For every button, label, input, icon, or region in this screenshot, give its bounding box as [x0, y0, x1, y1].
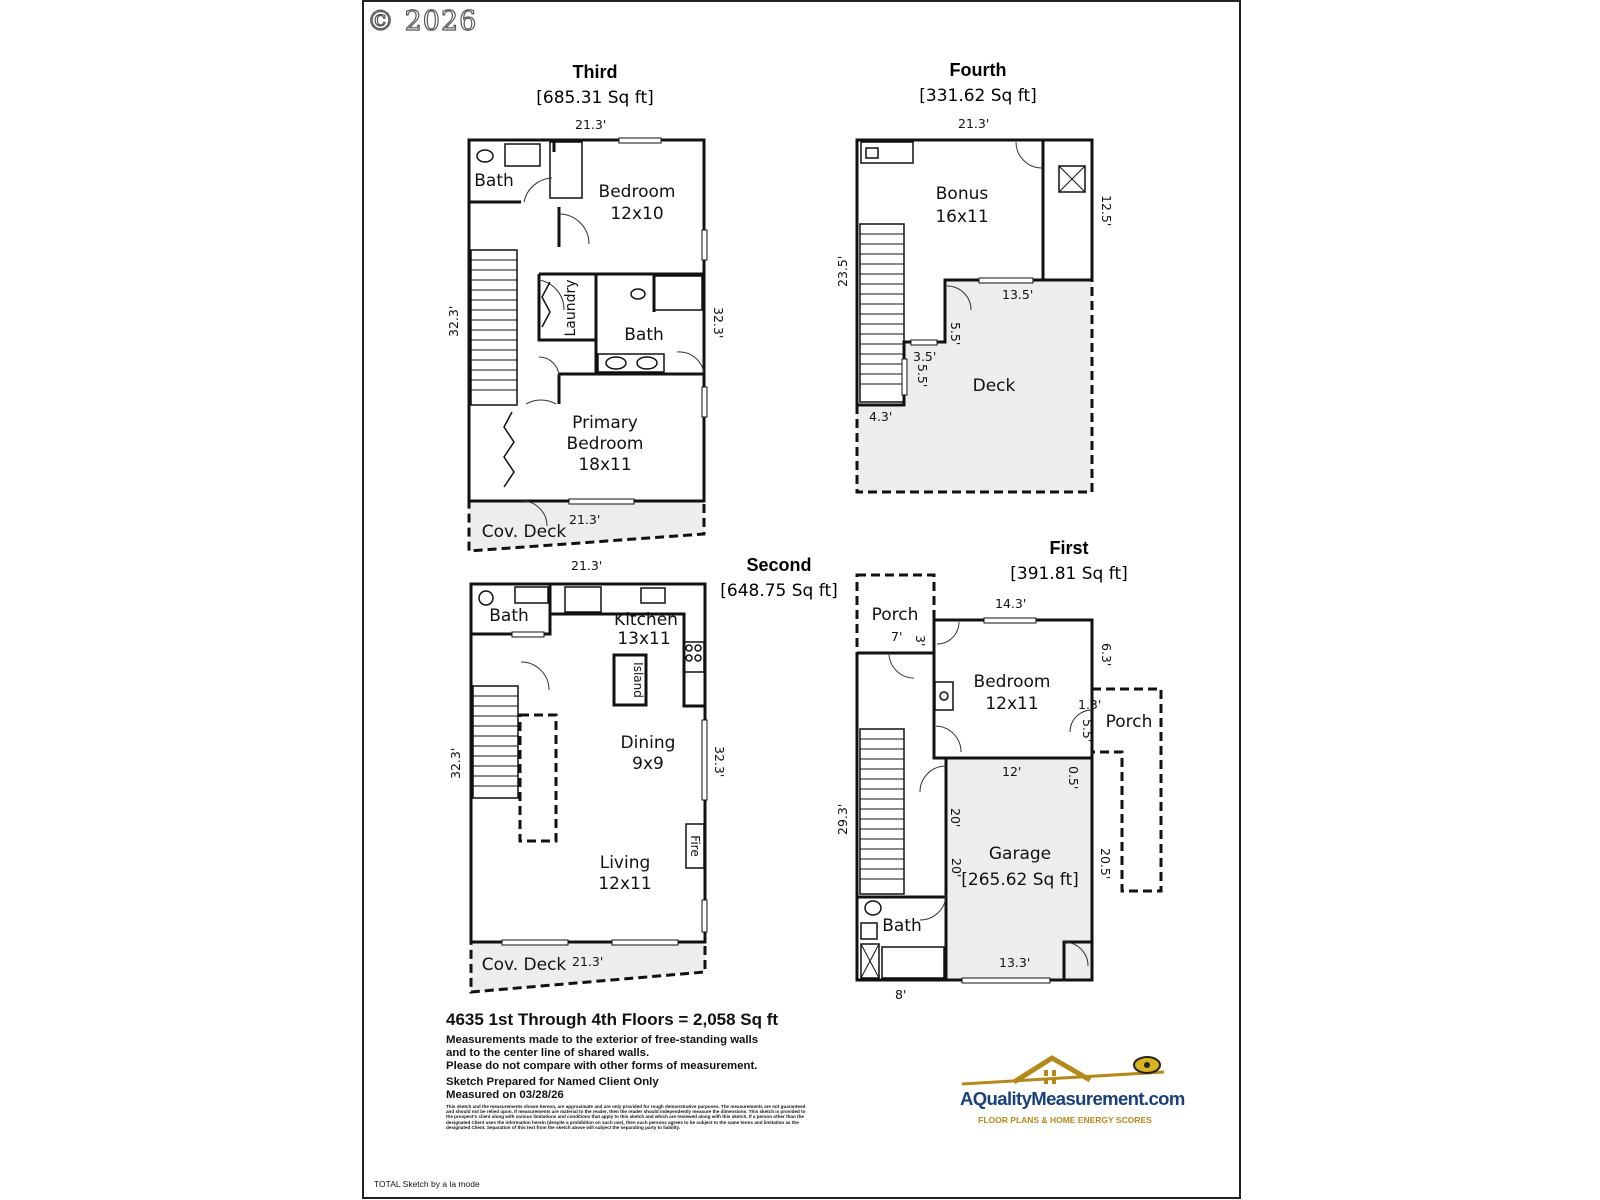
second-bath-label: Bath [489, 606, 529, 626]
third-deck-dim: 21.3' [569, 512, 601, 527]
first-dim-8: 8' [895, 987, 907, 1002]
fourth-floor-title: Fourth [949, 60, 1007, 80]
second-deck-label: Cov. Deck [481, 955, 567, 975]
third-primary-label-1: Primary [572, 413, 638, 433]
third-top-dim: 21.3' [575, 117, 607, 132]
third-primary-size: 18x11 [578, 455, 632, 475]
fourth-dim-5-5b: 5.5' [915, 364, 930, 388]
total-area: 4635 1st Through 4th Floors = 2,058 Sq ft [446, 1010, 779, 1029]
third-right-dim: 32.3' [711, 307, 726, 339]
second-right-dim: 32.3' [712, 746, 727, 778]
first-dim-12: 12' [1002, 764, 1022, 779]
second-deck-dim: 21.3' [572, 954, 604, 969]
fourth-bonus-size: 16x11 [935, 207, 989, 227]
second-kitchen-label: Kitchen [614, 610, 678, 630]
second-floor-area: [648.75 Sq ft] [720, 581, 838, 601]
second-living-label: Living [599, 853, 651, 873]
first-dim-5-5: 5.5' [1080, 719, 1095, 743]
note-line-2: and to the center line of shared walls. [446, 1047, 650, 1059]
measurement-notes [446, 1010, 886, 1130]
company-logo [962, 1057, 1164, 1084]
first-floor-title: First [1049, 538, 1089, 558]
third-bath2-label: Bath [624, 325, 664, 345]
third-bedroom-label: Bedroom [598, 182, 676, 202]
fourth-deck-label: Deck [972, 376, 1016, 396]
fireplace-label: Fire [688, 835, 702, 857]
fourth-dim-5-5a: 5.5' [948, 322, 963, 346]
logo-tagline: FLOOR PLANS & HOME ENERGY SCORES [978, 1115, 1152, 1125]
third-primary-label-2: Bedroom [566, 434, 644, 454]
first-floor-area: [391.81 Sq ft] [1010, 564, 1128, 584]
first-porch-2-label: Porch [1105, 712, 1153, 732]
first-dim-20-5: 20.5' [1098, 848, 1113, 880]
fourth-right-dim: 12.5' [1099, 195, 1114, 227]
first-dim-29-3: 29.3' [835, 803, 850, 835]
floor-plan-sheet [362, 0, 1241, 1199]
garage-label: Garage [988, 844, 1052, 864]
first-dim-20a: 20' [948, 808, 963, 828]
first-dim-1-3: 1.3' [1078, 697, 1102, 712]
third-floor-area: [685.31 Sq ft] [536, 88, 654, 108]
fourth-dim-4-3: 4.3' [869, 409, 893, 424]
second-kitchen-size: 13x11 [617, 629, 671, 649]
island-label: Island [631, 662, 645, 698]
fourth-dim-3-5: 3.5' [913, 349, 937, 364]
second-left-dim: 32.3' [448, 747, 463, 779]
first-dim-20b: 20' [949, 858, 964, 878]
first-stairs [860, 729, 904, 894]
note-line-5: Measured on 03/28/26 [446, 1089, 564, 1101]
first-porch-1-label: Porch [871, 605, 919, 625]
second-dining-label: Dining [620, 733, 676, 753]
third-bedroom-size: 12x10 [610, 204, 664, 224]
fourth-floor-area: [331.62 Sq ft] [919, 86, 1037, 106]
garage-area: [265.62 Sq ft] [961, 870, 1079, 890]
first-dim-3: 3' [913, 635, 928, 647]
second-floor-title: Second [746, 555, 812, 575]
fourth-bonus-label: Bonus [935, 184, 989, 204]
first-bath-label: Bath [882, 916, 922, 936]
fourth-stairs [860, 224, 904, 402]
third-bath1-label: Bath [474, 171, 514, 191]
first-dim-6-3: 6.3' [1099, 643, 1114, 667]
note-line-4: Sketch Prepared for Named Client Only [446, 1076, 659, 1088]
third-laundry-label: Laundry [563, 279, 579, 337]
first-bedroom-label: Bedroom [973, 672, 1051, 692]
logo-company-name: AQualityMeasurement.com [960, 1088, 1185, 1109]
second-dining-size: 9x9 [632, 754, 664, 774]
third-floor-title: Third [572, 62, 618, 82]
software-credit: TOTAL Sketch by a la mode [374, 1179, 480, 1189]
fourth-left-dim: 23.5' [835, 255, 850, 287]
first-dim-13-3: 13.3' [999, 955, 1031, 970]
third-left-dim: 32.3' [446, 305, 461, 337]
second-floor-plan [448, 555, 838, 992]
note-line-3: Please do not compare with other forms of measurement. [446, 1060, 758, 1072]
first-bedroom-size: 12x11 [985, 694, 1039, 714]
first-dim-0-5: 0.5' [1066, 766, 1081, 790]
second-living-size: 12x11 [598, 874, 652, 894]
third-floor-plan [446, 62, 726, 551]
fourth-floor-plan [835, 60, 1114, 492]
fourth-dim-13-5: 13.5' [1002, 287, 1034, 302]
first-dim-14-3: 14.3' [995, 596, 1027, 611]
second-top-dim: 21.3' [571, 558, 603, 573]
note-line-1: Measurements made to the exterior of free-standing walls [446, 1034, 759, 1046]
fourth-top-dim: 21.3' [958, 116, 990, 131]
third-deck-label: Cov. Deck [481, 522, 567, 542]
disclaimer-text: This sketch and the measurements shown hereon, are approximate and are only provided for rough demonstrative purposes. The measurements are not guaranteed and should not be relied upon. If measurements are material to the reader, then the reader should independently measure the dimensions. This sketch is provided to the prospect's client along with various limitations and conditions that apply to this sketch and which are reviewed along with this sketch. If a person other than the designated Client uses the information herein (despite a prohibition on such use), then such persons agrees to be subject to the same terms and limitation as the designated Client. Separation of this text from the sketch above will subject the separating party to liability. [446, 1104, 806, 1130]
first-floor-plan [835, 538, 1161, 1002]
first-dim-7: 7' [891, 629, 903, 644]
copyright-watermark: © 2026 [367, 6, 478, 37]
